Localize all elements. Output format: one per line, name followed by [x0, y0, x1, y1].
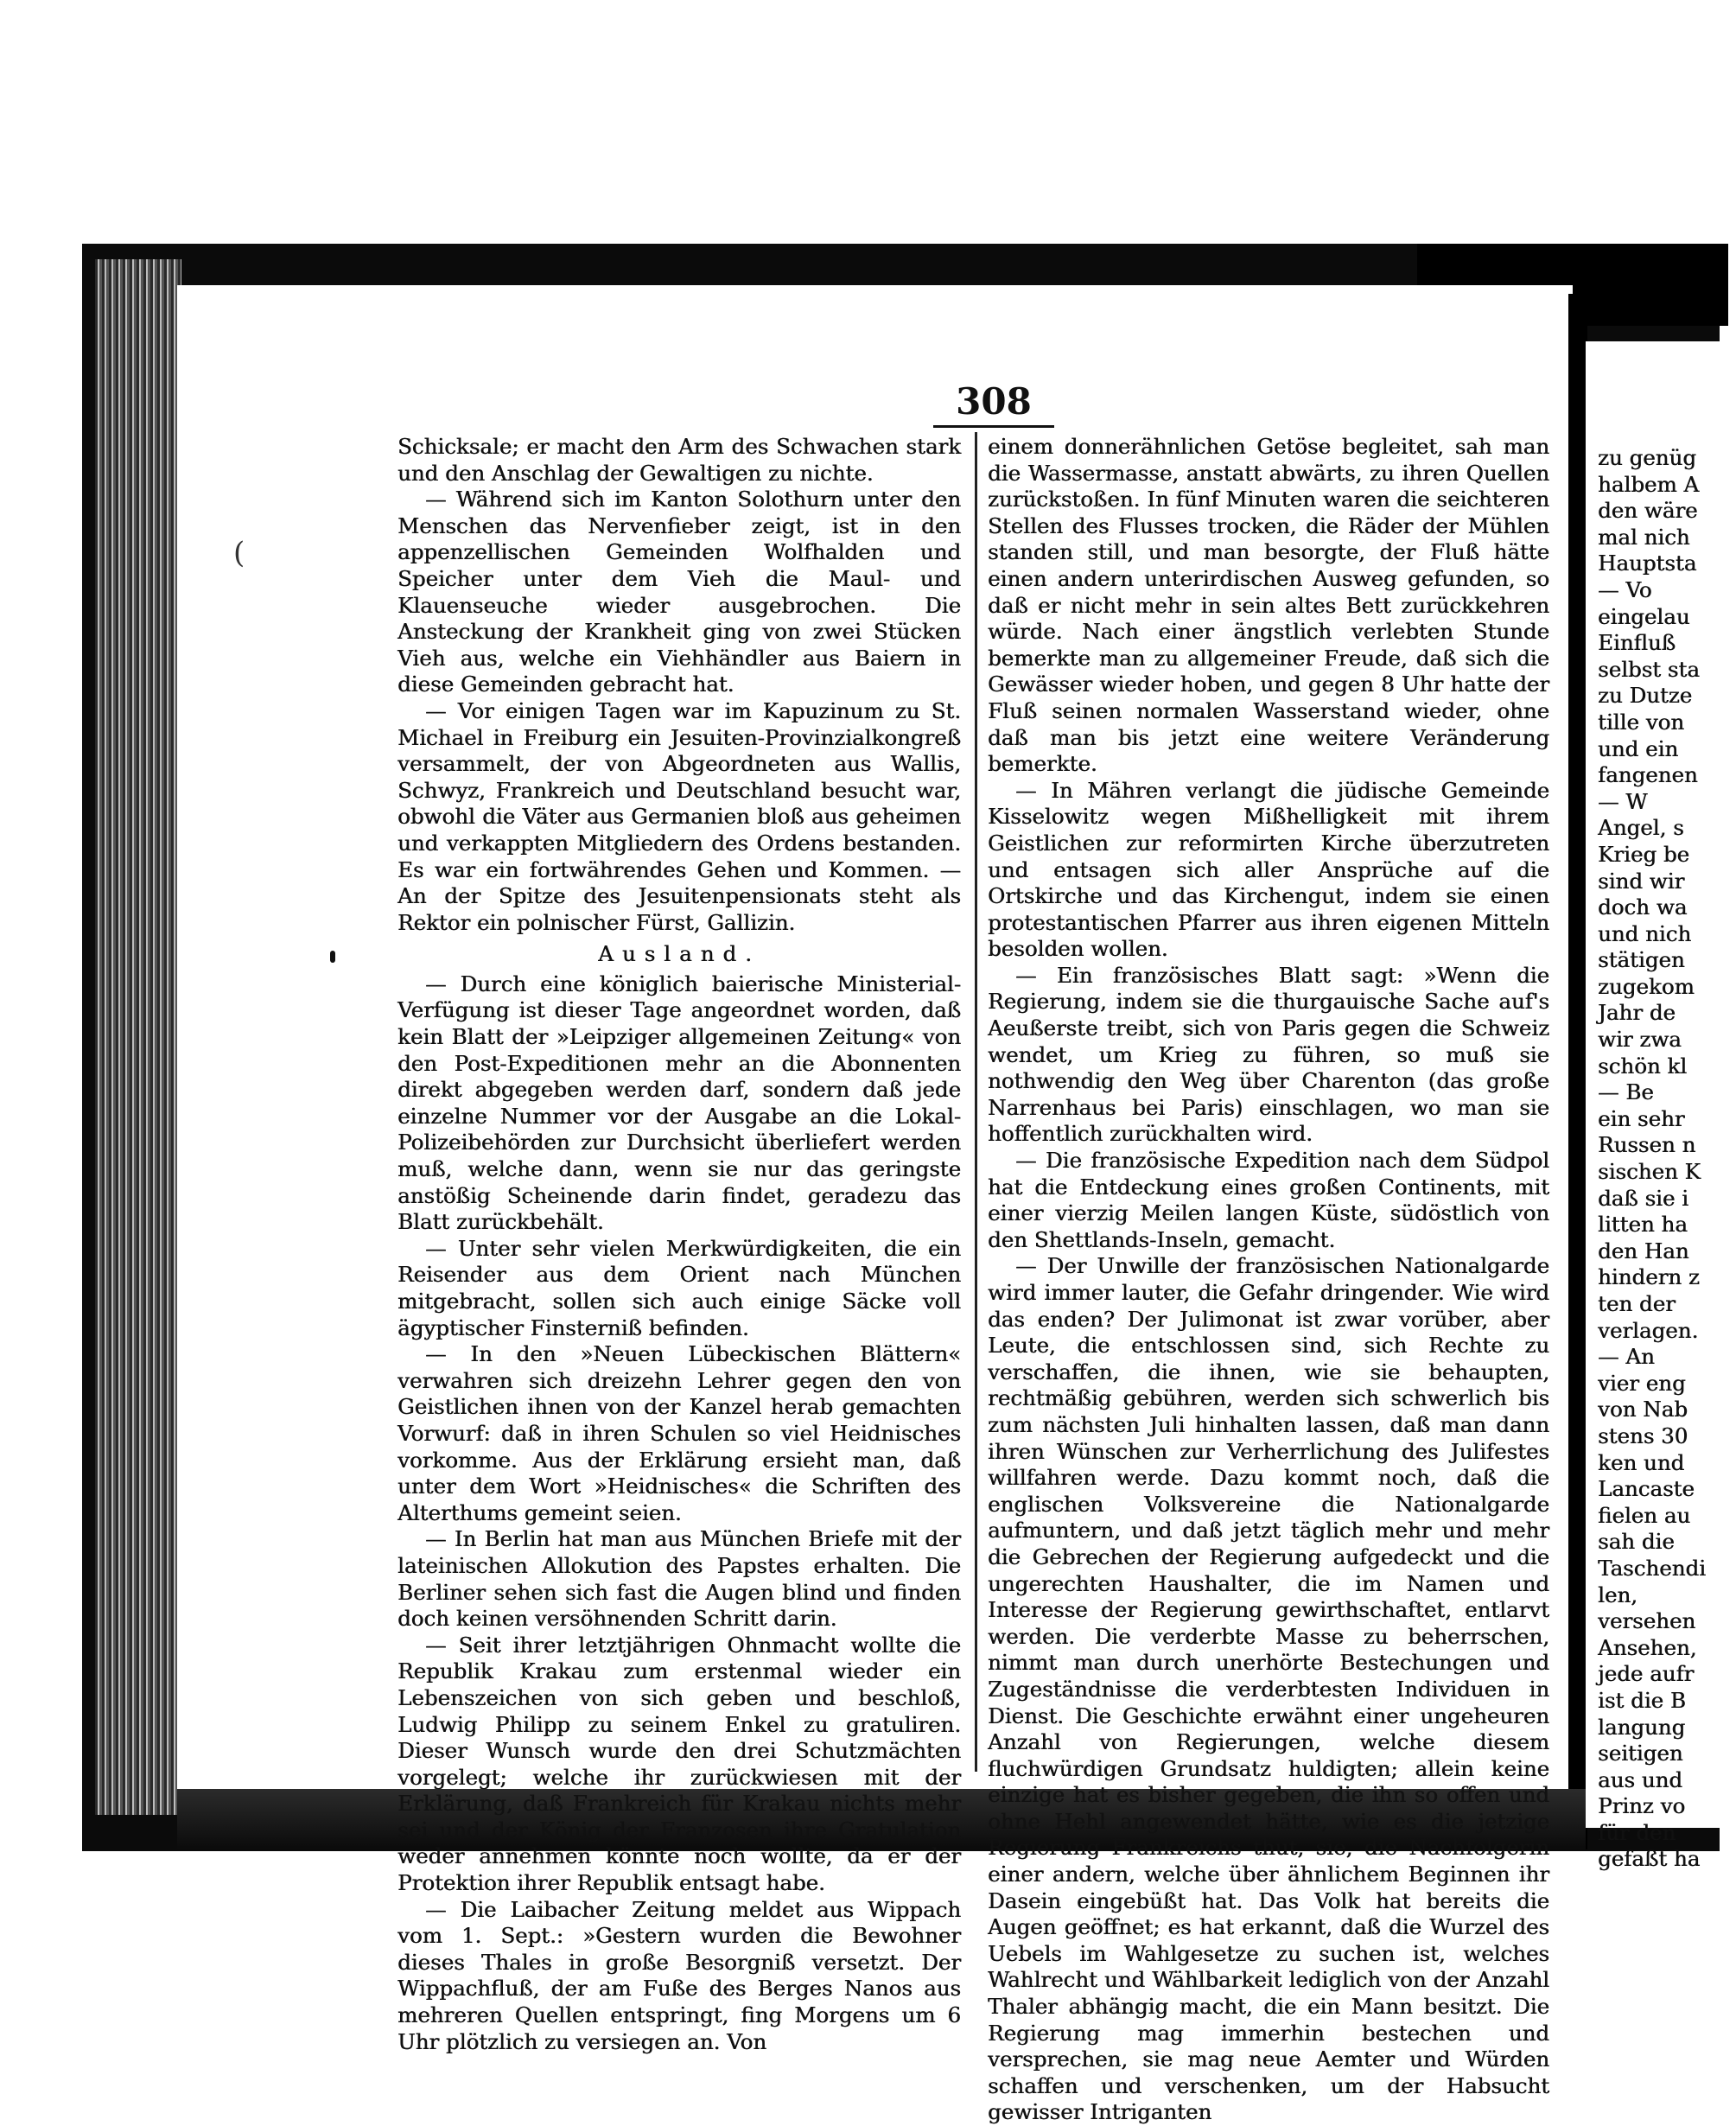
adjacent-page-line: verlagen.: [1598, 1317, 1699, 1343]
adjacent-page-line: sind wir: [1598, 868, 1685, 894]
adjacent-page-line: litten ha: [1598, 1212, 1688, 1238]
adjacent-page-line: sah die: [1598, 1529, 1675, 1555]
adjacent-page-line: Prinz vo: [1598, 1793, 1686, 1819]
adjacent-page-line: eingelau: [1598, 603, 1690, 629]
adjacent-page-line: von Nab: [1598, 1397, 1688, 1423]
adjacent-page-line: Lancaste: [1598, 1476, 1695, 1502]
paragraph: — In Berlin hat man aus München Briefe mit der lateinischen Allokution des Papstes erhalten. Die Berliner sehen sich fast die Augen blind und finden doch keinen versöhnenden Schritt darin.: [397, 1526, 961, 1632]
adjacent-page-line: tille von: [1598, 709, 1685, 735]
adjacent-page-line: seitigen: [1598, 1741, 1683, 1766]
adjacent-page-line: zu Dutze: [1598, 683, 1693, 709]
left-column: [397, 434, 961, 2055]
adjacent-page-line: ten der: [1598, 1291, 1676, 1316]
section-heading: Ausland.: [598, 941, 760, 967]
paragraph: — Durch eine königlich baierische Ministerial-Verfügung ist dieser Tage angeordnet worden, daß kein Blatt der »Leipziger allgemeinen Zeitung« von den Post-Expeditionen mehr an die Abonnenten direkt abgegeben werden darf, sondern daß jede einzelne Nummer vor der Ausgabe an die Lokal-Polizeibehörden zur Durchsicht überliefert werden muß, welche dann, wenn sie nur das geringste anstößig Scheinende darin findet, geradezu das Blatt zurückbehält.: [397, 971, 961, 1235]
adjacent-page-line: Ansehen,: [1598, 1634, 1697, 1660]
adjacent-page-line: fielen au: [1598, 1502, 1691, 1528]
adjacent-page-line: len,: [1598, 1582, 1637, 1607]
paragraph: — Der Unwille der französischen Nationalgarde wird immer lauter, die Gefahr dringender. Wie wird das enden? Der Julimonat ist zwar vorüber, aber Leute, die entschlossen sind, sich Rechte zu verschaffen, die ihnen, wie sie behaupten, rechtmäßig gebühren, werden sich schwerlich bis zum nächsten Juli hinhalten lassen, daß man dann ihren Wünschen zur Verherrlichung des Julifestes willfahren werde. Dazu kommt noch, daß die englischen Volksvereine die Nationalgarde aufmuntern, und daß jetzt täglich mehr und mehr die Gebrechen der Regierung aufgedeckt und die ungerechten Haushalter, die im Namen und Interesse der Regierung gewirthschaftet, entlarvt werden. Die verderbte Masse zu beherrschen, nimmt man durch unerhörte Bestechungen und Zugeständnisse die verderbtesten Individuen in Dienst. Die Geschichte erwähnt einer ungeheuren Anzahl von Regierungen, welche diesem fluchwürdigen Grundsatz huldigten; allein keine einzige hat es bisher gegeben, die ihn so offen und ohne Hehl angewendet hätte, wie es die jetzige Regierung Frankreichs thut, sie, die Nachfolgerin einer andern, welche über ähnlichem Beginnen ihr Dasein eingebüßt hat. Das Volk hat bereits die Augen geöffnet; es hat erkannt, daß die Wurzel des Uebels im Wahlgesetze zu suchen ist, welches Wahlrecht und Wählbarkeit lediglich von der Anzahl Thaler abhängig macht, die ein Mann besitzt. Die Regierung mag immerhin bestechen und versprechen, sie mag neue Aemter und Würden schaffen und verschenken, um der Habsucht gewisser Intriganten: [988, 1253, 1549, 2125]
paragraph: — In den »Neuen Lübeckischen Blättern« verwahren sich dreizehn Lehrer gegen den von Geistlichen ihnen von der Kanzel herab gemachten Vorwurf: daß in ihren Schulen so viel Heidnisches vorkomme. Aus der Erklärung ersieht man, daß unter dem Wort »Heidnisches« die Schriften des Alterthums gemeint seien.: [397, 1341, 961, 1525]
page-edges: [95, 259, 181, 1815]
paragraph: — Die Laibacher Zeitung meldet aus Wippach vom 1. Sept.: »Gestern wurden die Bewohner dieses Thales in große Besorgniß versetzt. Der Wippachfluß, der am Fuße des Berges Nanos aus mehreren Quellen entspringt, fing Morgens um 6 Uhr plötzlich zu versiegen an. Von: [397, 1896, 961, 2054]
adjacent-page-line: — Vo: [1598, 576, 1652, 602]
adjacent-page-line: — W: [1598, 788, 1648, 814]
adjacent-page-line: Russen n: [1598, 1132, 1696, 1158]
adjacent-page-line: Jahr de: [1598, 1000, 1676, 1026]
margin-mark: (: [233, 536, 245, 570]
adjacent-page: [1586, 341, 1728, 1872]
adjacent-page-line: zugekom: [1598, 973, 1695, 999]
paragraph: — Während sich im Kanton Solothurn unter den Menschen das Nervenfieber zeigt, ist in den appenzellischen Gemeinden Wolfhalden und Speicher unter dem Vieh die Maul- und Klauenseuche wieder ausgebrochen. Die Ansteckung der Krankheit ging von zwei Stücken Vieh aus, welche ein Viehhändler aus Baiern in diese Gemeinden gebracht hat.: [397, 487, 961, 697]
adjacent-page-line: — An: [1598, 1344, 1655, 1370]
page-number: 308: [956, 380, 1032, 423]
adjacent-page-line: jede aufr: [1598, 1661, 1695, 1687]
adjacent-page-line: Angel, s: [1598, 815, 1684, 841]
adjacent-page-line: und ein: [1598, 735, 1679, 761]
adjacent-page-line: den Han: [1598, 1238, 1689, 1264]
book-spine: [1568, 294, 1587, 1849]
paragraph: — Unter sehr vielen Merkwürdigkeiten, die ein Reisender aus dem Orient nach München mitgebracht, sollen sich auch einige Säcke voll ägyptischer Finsterniß befinden.: [397, 1235, 961, 1340]
paragraph: — Seit ihrer letztjährigen Ohnmacht wollte die Republik Krakau zum erstenmal wieder ein Lebenszeichen von sich geben und beschloß, Ludwig Philipp zu seinem Enkel zu gratuliren. Dieser Wunsch wurde den drei Schutzmächten vorgelegt; welche ihr zurückwiesen mit der Erklärung, daß Frankreich für Krakau nichts mehr sei und der König der Franzosen ihre Gratulation weder annehmen könnte noch wollte, da er der Protektion ihrer Republik entsagt habe.: [397, 1632, 961, 1896]
adjacent-page-line: und nich: [1598, 920, 1692, 946]
adjacent-page-line: vier eng: [1598, 1370, 1686, 1396]
paragraph: — Die französische Expedition nach dem Südpol hat die Entdeckung eines großen Continents, mit einer vierzig Meilen langen Küste, südöstlich von den Shettlands-Inseln, gemacht.: [988, 1148, 1549, 1252]
adjacent-page-line: selbst sta: [1598, 656, 1700, 682]
adjacent-page-line: langung: [1598, 1714, 1686, 1740]
adjacent-page-line: ken und: [1598, 1449, 1685, 1475]
adjacent-page-line: für den: [1598, 1819, 1676, 1845]
paragraph: — In Mähren verlangt die jüdische Gemeinde Kisselowitz wegen Mißhelligkeit mit ihrem Geistlichen zur reformirten Kirche überzutreten und entsagen sich aller Ansprüche auf die Ortskirche und das Kirchengut, indem sie einen protestantischen Pfarrer aus ihren eigenen Mitteln besolden wollen.: [988, 777, 1549, 962]
adjacent-page-line: gefaßt ha: [1598, 1846, 1701, 1872]
paragraph: einem donnerähnlichen Getöse begleitet, sah man die Wassermasse, anstatt abwärts, zu ihren Quellen zurückstoßen. In fünf Minuten waren die seichteren Stellen des Flusses trocken, die Räder der Mühlen standen still, und man besorgte, der Fluß hätte einen andern unterirdischen Ausweg gefunden, so daß er nicht mehr in sein altes Bett zurückkehren würde. Nach einer ängstlich verlebten Stunde bemerkte man zu allgemeiner Freude, daß sich die Gewässer wieder hoben, und gegen 8 Uhr hatte der Fluß seinen normalen Wasserstand wieder, ohne daß man bis jetzt eine weitere Veränderung bemerkte.: [988, 434, 1549, 777]
adjacent-page-column: [1598, 445, 1736, 1873]
adjacent-page-line: schön kl: [1598, 1053, 1688, 1079]
column-divider: [975, 432, 977, 1772]
adjacent-page-line: hindern z: [1598, 1264, 1700, 1290]
adjacent-page-line: zu genüg: [1598, 445, 1696, 470]
adjacent-page-line: Taschendi: [1598, 1555, 1706, 1581]
right-column: [988, 434, 1549, 2126]
ink-mark: [330, 951, 335, 963]
adjacent-page-line: sischen K: [1598, 1159, 1701, 1185]
adjacent-page-line: halbem A: [1598, 471, 1700, 497]
adjacent-page-line: stätigen: [1598, 947, 1685, 973]
page-number-rule: [933, 425, 1054, 428]
adjacent-page-line: doch wa: [1598, 894, 1688, 920]
adjacent-page-line: fangenen: [1598, 762, 1698, 788]
adjacent-page-line: versehen: [1598, 1608, 1696, 1634]
adjacent-page-line: Krieg be: [1598, 841, 1690, 867]
adjacent-page-line: wir zwa: [1598, 1027, 1682, 1053]
paragraph: — Ein französisches Blatt sagt: »Wenn die Regierung, indem sie die thurgauische Sache auf's Aeußerste treibt, sich von Paris gegen die Schweiz wendet, um Krieg zu führen, so muß sie nothwendig den Weg über Charenton (das große Narrenhaus bei Paris) einschlagen, wo man sie hoffentlich zurückhalten wird.: [988, 962, 1549, 1147]
adjacent-page-line: mal nich: [1598, 524, 1690, 550]
adjacent-page-line: aus und: [1598, 1766, 1682, 1792]
adjacent-page-line: Einfluß: [1598, 630, 1676, 656]
paragraph: Schicksale; er macht den Arm des Schwachen stark und den Anschlag der Gewaltigen zu nichte.: [397, 434, 961, 486]
adjacent-page-line: daß sie i: [1598, 1185, 1688, 1211]
adjacent-page-line: ein sehr: [1598, 1105, 1685, 1131]
adjacent-page-line: Hauptsta: [1598, 551, 1697, 576]
adjacent-page-line: — Be: [1598, 1079, 1654, 1105]
paragraph: — Vor einigen Tagen war im Kapuzinum zu St. Michael in Freiburg ein Jesuiten-Provinzialkongreß versammelt, der von Abgeordneten aus Wallis, Schwyz, Frankreich und Deutschland besucht war, obwohl die Väter aus Germanien bloß aus geheimen und verkappten Mitgliedern des Ordens bestanden. Es war ein fortwährendes Gehen und Kommen. — An der Spitze des Jesuitenpensionats steht als Rektor ein polnischer Fürst, Gallizin.: [397, 697, 961, 935]
adjacent-page-line: den wäre: [1598, 498, 1698, 524]
adjacent-page-line: ist die B: [1598, 1687, 1686, 1713]
adjacent-page-line: stens 30: [1598, 1423, 1688, 1448]
